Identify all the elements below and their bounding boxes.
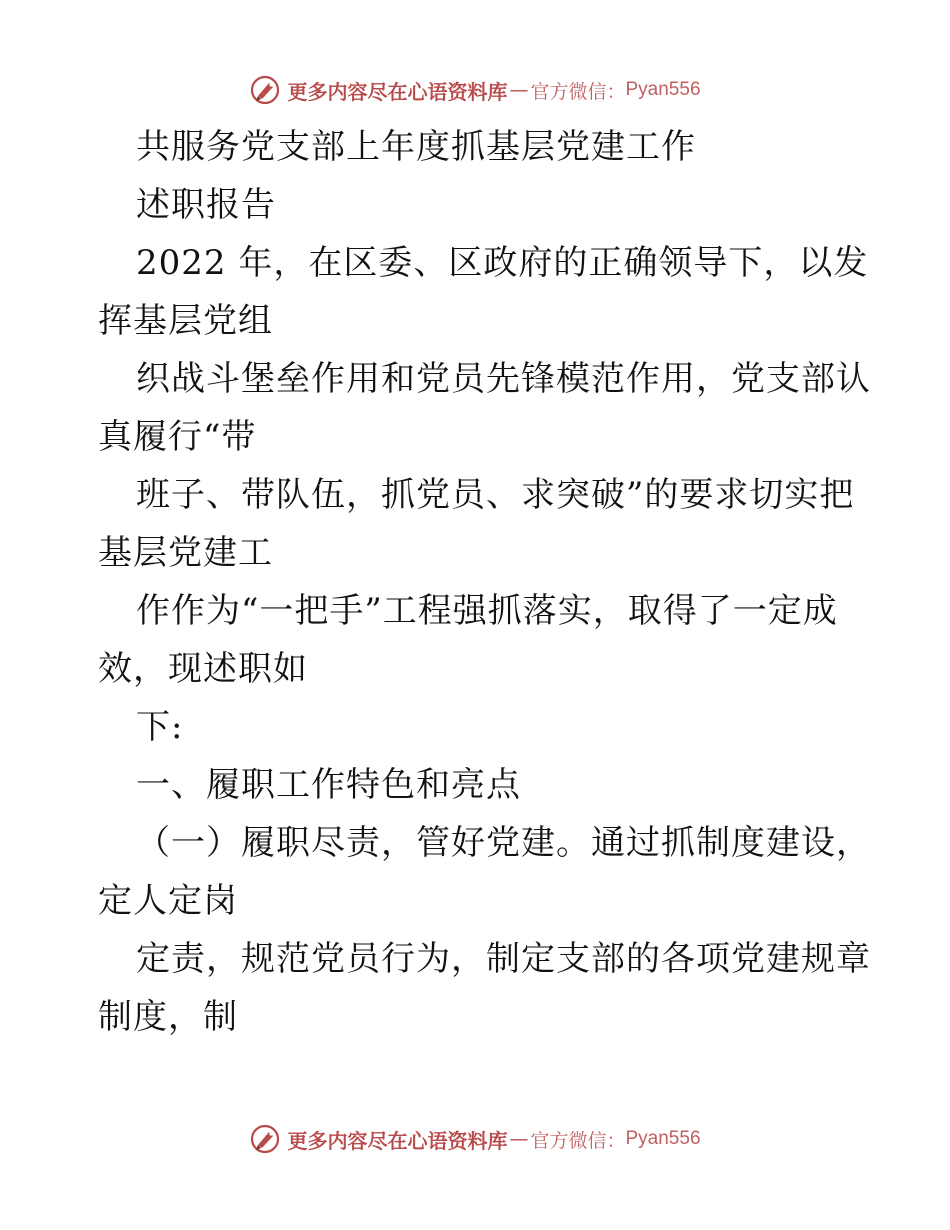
paragraph-line: 作作为“一把手”工程强抓落实，取得了一定成 bbox=[136, 591, 838, 631]
banner-wechat-id: Pyan556 bbox=[625, 1128, 701, 1149]
banner-wechat-label: 官方微信： bbox=[530, 1129, 626, 1152]
pen-logo-icon bbox=[249, 1123, 281, 1155]
doc-title-line-1: 共服务党支部上年度抓基层党建工作 bbox=[136, 127, 696, 167]
paragraph-line: 定责，规范党员行为，制定支部的各项党建规章 bbox=[136, 939, 871, 979]
paragraph-line: 制度，制 bbox=[98, 997, 238, 1037]
banner-dash: — bbox=[509, 79, 529, 101]
paragraph-line: 2022 年，在区委、区政府的正确领导下，以发 bbox=[136, 243, 869, 283]
header-banner bbox=[0, 70, 950, 110]
footer-banner bbox=[0, 1119, 950, 1159]
banner-brand-text: 更多内容尽在心语资料库 bbox=[287, 1128, 508, 1153]
doc-title-line-2: 述职报告 bbox=[136, 185, 276, 225]
banner-wechat-id: Pyan556 bbox=[625, 79, 701, 100]
paragraph-line: 效，现述职如 bbox=[98, 649, 308, 689]
banner-brand-text: 更多内容尽在心语资料库 bbox=[287, 79, 508, 104]
paragraph-line: 基层党建工 bbox=[98, 533, 273, 573]
paragraph-line: 织战斗堡垒作用和党员先锋模范作用，党支部认 bbox=[136, 359, 871, 399]
paragraph-line: 挥基层党组 bbox=[98, 301, 273, 341]
paragraph-line: 下: bbox=[136, 707, 184, 747]
paragraph-line: 真履行“带 bbox=[98, 417, 257, 457]
paragraph-line: 定人定岗 bbox=[98, 881, 238, 921]
paragraph-line: 班子、带队伍，抓党员、求突破”的要求切实把 bbox=[136, 475, 855, 515]
banner-wechat-label: 官方微信： bbox=[530, 80, 626, 103]
document-body bbox=[98, 118, 878, 1046]
section-heading: 一、履职工作特色和亮点 bbox=[136, 765, 521, 805]
subsection-heading-line: （一）履职尽责，管好党建。通过抓制度建设， bbox=[136, 823, 871, 863]
pen-logo-icon bbox=[249, 74, 281, 106]
banner-dash: — bbox=[509, 1128, 529, 1150]
